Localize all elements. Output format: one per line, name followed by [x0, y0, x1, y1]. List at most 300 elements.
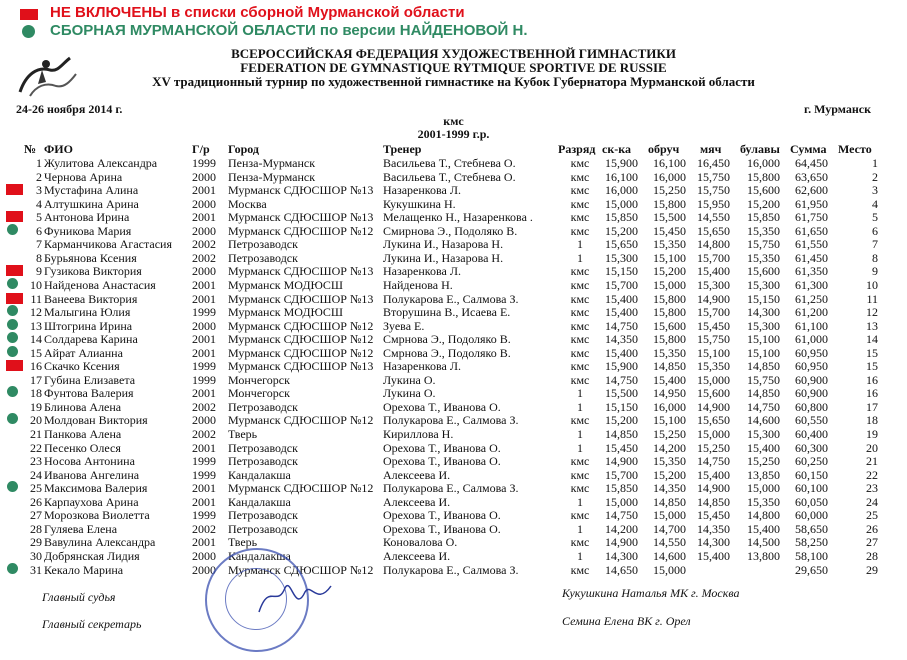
- table-row: [0, 400, 907, 413]
- cell-sum: 61,550: [795, 237, 828, 252]
- cell-coach: Кукушкина Н.: [383, 196, 456, 211]
- cell-s3: 16,450: [697, 156, 730, 170]
- cell-name: Морозкова Виолетта: [44, 508, 150, 523]
- cell-s4: 14,600: [747, 413, 780, 428]
- cell-city: Мурманск СДЮСШОР №12: [228, 332, 374, 347]
- cell-s2: 15,600: [653, 318, 686, 333]
- cell-num: 7: [36, 237, 42, 252]
- cell-place: 13: [866, 318, 878, 333]
- cell-place: 16: [866, 372, 878, 387]
- cell-s2: 15,100: [653, 413, 686, 428]
- cell-name: Жулитова Александра: [44, 156, 158, 170]
- cell-num: 19: [30, 399, 42, 414]
- cell-s2: 15,350: [653, 345, 686, 360]
- cell-coach: Коновалова О.: [383, 535, 458, 550]
- cell-sum: 61,450: [795, 250, 828, 265]
- col-name: ФИО: [44, 142, 73, 156]
- cell-s2: 14,850: [653, 494, 686, 509]
- cell-rank: кмс: [570, 372, 590, 387]
- cell-num: 13: [30, 318, 42, 333]
- cell-s4: 15,600: [747, 264, 780, 279]
- cell-city: Пенза-Мурманск: [228, 156, 316, 170]
- table-row: [0, 563, 907, 576]
- cell-sum: 61,950: [795, 196, 828, 211]
- cell-sum: 58,250: [795, 535, 828, 550]
- cell-place: 28: [866, 548, 878, 563]
- cell-year: 2001: [192, 494, 216, 509]
- cell-s2: 16,000: [653, 399, 686, 414]
- cell-s4: 15,850: [747, 210, 780, 225]
- table-row: [0, 535, 907, 548]
- cell-s4: 15,300: [747, 427, 780, 441]
- cell-s3: 15,400: [697, 264, 730, 279]
- cell-num: 10: [30, 277, 42, 292]
- cell-s2: 15,350: [653, 237, 686, 252]
- table-row: [0, 292, 907, 305]
- cell-year: 1999: [192, 372, 216, 387]
- cell-num: 4: [36, 196, 42, 211]
- cell-sum: 58,100: [795, 548, 828, 563]
- cell-s1: 15,300: [605, 250, 638, 265]
- cell-num: 26: [30, 494, 42, 509]
- cell-city: Кандалакша: [228, 494, 291, 509]
- cell-city: Мончегорск: [228, 386, 290, 401]
- cell-s1: 15,900: [605, 156, 638, 170]
- col-num: №: [24, 142, 37, 156]
- cell-s1: 14,900: [605, 535, 638, 550]
- cell-rank: 1: [577, 399, 583, 414]
- cell-year: 2001: [192, 386, 216, 401]
- cell-year: 2000: [192, 264, 216, 279]
- cell-name: Гуляева Елена: [44, 521, 118, 536]
- cell-name: Вавулина Александра: [44, 535, 156, 550]
- cell-s3: 14,850: [697, 494, 730, 509]
- cell-sum: 60,100: [795, 481, 828, 496]
- cell-place: 24: [866, 494, 878, 509]
- cell-year: 2000: [192, 548, 216, 563]
- col-s1: ск-ка: [602, 142, 631, 156]
- cell-coach: Кириллова Н.: [383, 427, 454, 441]
- green-marker: [7, 224, 18, 235]
- cell-s2: 15,100: [653, 250, 686, 265]
- cell-sum: 60,550: [795, 413, 828, 428]
- cell-s3: 15,300: [697, 277, 730, 292]
- cell-coach: Васильева Т., Стебнева О.: [383, 156, 516, 170]
- green-marker: [7, 481, 18, 492]
- cell-name: Фунтова Валерия: [44, 386, 134, 401]
- cell-coach: Орехова Т., Иванова О.: [383, 440, 501, 455]
- cell-s4: 15,350: [747, 250, 780, 265]
- cell-coach: Мелащенко Н., Назаренкова .: [383, 210, 533, 225]
- table-row: [0, 441, 907, 454]
- cell-s2: 14,700: [653, 521, 686, 536]
- cell-coach: Полукарова Е., Салмова З.: [383, 413, 519, 428]
- cell-s4: 15,000: [747, 481, 780, 496]
- cell-rank: кмс: [570, 481, 590, 496]
- cell-s3: 14,800: [697, 237, 730, 252]
- legend-red-marker: [20, 9, 38, 20]
- cell-year: 1999: [192, 467, 216, 482]
- cell-rank: 1: [577, 250, 583, 265]
- table-row: [0, 332, 907, 345]
- cell-rank: кмс: [570, 345, 590, 360]
- cell-year: 2000: [192, 562, 216, 577]
- cell-sum: 61,300: [795, 277, 828, 292]
- cell-coach: Полукарова Е., Салмова З.: [383, 562, 519, 577]
- cell-s4: 15,800: [747, 169, 780, 184]
- cell-s4: 15,250: [747, 454, 780, 469]
- cell-s1: 14,900: [605, 454, 638, 469]
- col-place: Место: [838, 142, 872, 156]
- cell-city: Мурманск МОДЮСШ: [228, 277, 343, 292]
- cell-s4: 15,100: [747, 345, 780, 360]
- cell-year: 1999: [192, 156, 216, 170]
- cell-sum: 61,100: [795, 318, 828, 333]
- cell-place: 8: [872, 250, 878, 265]
- cell-s2: 15,450: [653, 223, 686, 238]
- cell-s2: 15,200: [653, 264, 686, 279]
- cell-num: 22: [30, 440, 42, 455]
- cell-year: 2002: [192, 427, 216, 441]
- signature-icon: [255, 578, 335, 618]
- cell-num: 1: [36, 156, 42, 170]
- cell-city: Мурманск СДЮСШОР №13: [228, 291, 374, 306]
- cell-s4: 15,200: [747, 196, 780, 211]
- cell-city: Петрозаводск: [228, 521, 298, 536]
- cell-rank: 1: [577, 427, 583, 441]
- cell-rank: кмс: [570, 169, 590, 184]
- cell-name: Скачко Ксения: [44, 359, 120, 374]
- cell-city: Мурманск МОДЮСШ: [228, 305, 343, 320]
- cell-city: Петрозаводск: [228, 508, 298, 523]
- cell-s2: 15,250: [653, 427, 686, 441]
- cell-s3: 15,700: [697, 305, 730, 320]
- cell-s1: 15,400: [605, 291, 638, 306]
- cell-coach: Вторушина В., Исаева Е.: [383, 305, 511, 320]
- cell-rank: кмс: [570, 156, 590, 170]
- table-row: [0, 359, 907, 372]
- cell-coach: Смрнова Э., Подоляко В.: [383, 332, 511, 347]
- cell-rank: кмс: [570, 535, 590, 550]
- cell-rank: кмс: [570, 277, 590, 292]
- cell-year: 2001: [192, 183, 216, 198]
- cell-year: 2001: [192, 440, 216, 455]
- cell-s4: 13,800: [747, 548, 780, 563]
- cell-city: Мурманск СДЮСШОР №12: [228, 481, 374, 496]
- cell-place: 7: [872, 237, 878, 252]
- cell-sum: 63,650: [795, 169, 828, 184]
- cell-name: Гузикова Виктория: [44, 264, 142, 279]
- cell-s2: 15,000: [653, 508, 686, 523]
- cell-s4: 14,850: [747, 386, 780, 401]
- cell-place: 23: [866, 481, 878, 496]
- cell-rank: кмс: [570, 318, 590, 333]
- cell-sum: 60,950: [795, 359, 828, 374]
- cell-s1: 15,400: [605, 305, 638, 320]
- table-row: [0, 549, 907, 562]
- cell-coach: Зуева Е.: [383, 318, 425, 333]
- cell-rank: 1: [577, 521, 583, 536]
- cell-place: 29: [866, 562, 878, 577]
- cell-place: 20: [866, 440, 878, 455]
- cell-sum: 29,650: [795, 562, 828, 577]
- cell-city: Петрозаводск: [228, 250, 298, 265]
- legend-green-marker: [22, 25, 35, 38]
- cell-year: 2001: [192, 332, 216, 347]
- cell-s1: 14,750: [605, 508, 638, 523]
- cell-coach: Орехова Т., Иванова О.: [383, 399, 501, 414]
- cell-rank: 1: [577, 440, 583, 455]
- cell-num: 6: [36, 223, 42, 238]
- cell-name: Айрат Алианна: [44, 345, 123, 360]
- cell-s3: 14,900: [697, 481, 730, 496]
- cell-city: Мурманск СДЮСШОР №12: [228, 318, 374, 333]
- cell-sum: 60,900: [795, 372, 828, 387]
- table-row: [0, 454, 907, 467]
- cell-num: 25: [30, 481, 42, 496]
- cell-s1: 14,650: [605, 562, 638, 577]
- cell-name: Ванеева Виктория: [44, 291, 138, 306]
- green-marker: [7, 386, 18, 397]
- cell-s1: 15,000: [605, 196, 638, 211]
- cell-s4: 15,300: [747, 277, 780, 292]
- cell-city: Петрозаводск: [228, 454, 298, 469]
- cell-s2: 14,350: [653, 481, 686, 496]
- cell-s1: 15,850: [605, 210, 638, 225]
- cell-s3: 15,750: [697, 332, 730, 347]
- cell-year: 2001: [192, 345, 216, 360]
- cell-name: Молдован Виктория: [44, 413, 148, 428]
- cell-name: Найденова Анастасия: [44, 277, 156, 292]
- cell-sum: 61,250: [795, 291, 828, 306]
- cell-city: Мончегорск: [228, 372, 290, 387]
- table-row: [0, 156, 907, 169]
- cell-s1: 15,500: [605, 386, 638, 401]
- cell-s4: 16,000: [747, 156, 780, 170]
- col-coach: Тренер: [383, 142, 422, 156]
- cell-s2: 15,800: [653, 305, 686, 320]
- cell-s3: 15,750: [697, 183, 730, 198]
- cell-year: 2001: [192, 210, 216, 225]
- cell-num: 28: [30, 521, 42, 536]
- table-row: [0, 183, 907, 196]
- cell-s4: 13,850: [747, 467, 780, 482]
- table-row: [0, 495, 907, 508]
- cell-place: 14: [866, 332, 878, 347]
- cell-year: 2000: [192, 413, 216, 428]
- table-row: [0, 319, 907, 332]
- cell-coach: Орехова Т., Иванова О.: [383, 508, 501, 523]
- cell-s2: 16,100: [653, 156, 686, 170]
- col-city: Город: [228, 142, 259, 156]
- cell-name: Мустафина Алина: [44, 183, 139, 198]
- cell-s3: 15,450: [697, 318, 730, 333]
- cell-num: 18: [30, 386, 42, 401]
- col-s2: обруч: [648, 142, 680, 156]
- cell-place: 15: [866, 345, 878, 360]
- cell-place: 17: [866, 399, 878, 414]
- table-row: [0, 305, 907, 318]
- legend-red-text: НЕ ВКЛЮЧЕНЫ в списки сборной Мурманской области: [50, 4, 465, 21]
- cell-s3: 14,900: [697, 291, 730, 306]
- cell-s4: 15,350: [747, 494, 780, 509]
- cell-sum: 61,000: [795, 332, 828, 347]
- cell-s1: 14,350: [605, 332, 638, 347]
- cell-city: Мурманск СДЮСШОР №12: [228, 413, 374, 428]
- cell-place: 4: [872, 196, 878, 211]
- cell-city: Тверь: [228, 535, 258, 550]
- cell-place: 21: [866, 454, 878, 469]
- green-marker: [7, 332, 18, 343]
- cell-num: 23: [30, 454, 42, 469]
- cell-s1: 16,000: [605, 183, 638, 198]
- cell-rank: кмс: [570, 264, 590, 279]
- cell-rank: кмс: [570, 183, 590, 198]
- table-row: [0, 427, 907, 440]
- cell-place: 26: [866, 521, 878, 536]
- cell-city: Мурманск СДЮСШОР №13: [228, 359, 374, 374]
- cell-city: Пенза-Мурманск: [228, 169, 316, 184]
- cell-rank: кмс: [570, 210, 590, 225]
- table-row: [0, 413, 907, 426]
- cell-s4: 15,300: [747, 318, 780, 333]
- cell-name: Карманчикова Агастасия: [44, 237, 172, 252]
- cell-city: Мурманск СДЮСШОР №12: [228, 562, 374, 577]
- cell-rank: 1: [577, 386, 583, 401]
- cell-s4: 15,750: [747, 372, 780, 387]
- cell-num: 20: [30, 413, 42, 428]
- cell-s1: 14,750: [605, 318, 638, 333]
- cell-place: 9: [872, 264, 878, 279]
- cell-rank: кмс: [570, 196, 590, 211]
- cell-coach: Васильева Т., Стебнева О.: [383, 169, 516, 184]
- cell-s4: 15,400: [747, 440, 780, 455]
- cell-s1: 16,100: [605, 169, 638, 184]
- cell-s1: 14,850: [605, 427, 638, 441]
- cell-sum: 61,750: [795, 210, 828, 225]
- green-marker: [7, 563, 18, 574]
- cell-coach: Назаренкова Л.: [383, 264, 461, 279]
- cell-s3: 15,400: [697, 467, 730, 482]
- table-row: [0, 468, 907, 481]
- cell-year: 2000: [192, 196, 216, 211]
- federation-title-ru: ВСЕРОССИЙСКАЯ ФЕДЕРАЦИЯ ХУДОЖЕСТВЕННОЙ ГИМНАСТИКИ: [231, 46, 676, 61]
- table-row: [0, 481, 907, 494]
- cell-year: 2001: [192, 277, 216, 292]
- cell-year: 2000: [192, 223, 216, 238]
- cell-name: Кекало Марина: [44, 562, 124, 577]
- cell-s1: 15,000: [605, 494, 638, 509]
- cell-city: Кандалакша: [228, 467, 291, 482]
- cell-s2: 16,000: [653, 169, 686, 184]
- cell-coach: Полукарова Е., Салмова З.: [383, 291, 519, 306]
- cell-year: 2002: [192, 521, 216, 536]
- cell-s3: 15,400: [697, 548, 730, 563]
- cell-coach: Назаренкова Л.: [383, 183, 461, 198]
- cell-s1: 15,450: [605, 440, 638, 455]
- cell-s3: 14,550: [697, 210, 730, 225]
- cell-year: 2001: [192, 535, 216, 550]
- cell-num: 2: [36, 169, 42, 184]
- table-row: [0, 197, 907, 210]
- cell-place: 12: [866, 305, 878, 320]
- cell-city: Петрозаводск: [228, 440, 298, 455]
- cell-s2: 15,800: [653, 332, 686, 347]
- cell-sum: 60,050: [795, 494, 828, 509]
- cell-name: Добрянская Лидия: [44, 548, 140, 563]
- cell-place: 22: [866, 467, 878, 482]
- cell-coach: Найденова Н.: [383, 277, 453, 292]
- cell-num: 31: [30, 562, 42, 577]
- cell-s2: 15,800: [653, 291, 686, 306]
- cell-s3: 15,700: [697, 250, 730, 265]
- cell-s4: 15,100: [747, 332, 780, 347]
- cell-coach: Алексеева И.: [383, 467, 451, 482]
- cell-s4: 15,400: [747, 521, 780, 536]
- cell-s3: 15,100: [697, 345, 730, 360]
- cell-coach: Лукина О.: [383, 386, 436, 401]
- cell-sum: 60,800: [795, 399, 828, 414]
- cell-name: Малыгина Юлия: [44, 305, 131, 320]
- cell-year: 1999: [192, 454, 216, 469]
- cell-num: 15: [30, 345, 42, 360]
- cell-rank: кмс: [570, 332, 590, 347]
- green-marker: [7, 413, 18, 424]
- col-sum: Сумма: [790, 142, 827, 156]
- cell-rank: 1: [577, 494, 583, 509]
- cell-rank: кмс: [570, 467, 590, 482]
- table-row: [0, 278, 907, 291]
- cell-s1: 15,400: [605, 345, 638, 360]
- cell-s2: 15,350: [653, 454, 686, 469]
- cell-year: 2002: [192, 399, 216, 414]
- cell-sum: 61,650: [795, 223, 828, 238]
- cell-coach: Алексеева И.: [383, 548, 451, 563]
- table-row: [0, 237, 907, 250]
- cell-s1: 14,750: [605, 372, 638, 387]
- cell-s1: 15,150: [605, 399, 638, 414]
- cell-s3: 14,750: [697, 454, 730, 469]
- cell-s1: 15,200: [605, 223, 638, 238]
- cell-num: 17: [30, 372, 42, 387]
- cell-year: 2002: [192, 237, 216, 252]
- cell-s2: 14,850: [653, 359, 686, 374]
- chief-judge-label: Главный судья: [42, 590, 116, 604]
- cell-city: Мурманск СДЮСШОР №13: [228, 183, 374, 198]
- cell-coach: Лукина О.: [383, 372, 436, 387]
- table-row: [0, 386, 907, 399]
- cell-s3: 14,900: [697, 399, 730, 414]
- cell-place: 5: [872, 210, 878, 225]
- cell-s1: 15,700: [605, 467, 638, 482]
- cell-num: 14: [30, 332, 42, 347]
- cell-name: Бурьянова Ксения: [44, 250, 137, 265]
- cell-s1: 15,150: [605, 264, 638, 279]
- cell-rank: кмс: [570, 454, 590, 469]
- cell-s3: 15,650: [697, 413, 730, 428]
- cell-place: 11: [866, 291, 878, 306]
- cell-s2: 14,200: [653, 440, 686, 455]
- table-row: [0, 373, 907, 386]
- category-label: кмс: [443, 114, 464, 128]
- cell-s4: 15,150: [747, 291, 780, 306]
- cell-s1: 15,850: [605, 481, 638, 496]
- cell-name: Солдарева Карина: [44, 332, 138, 347]
- cell-name: Носова Антонина: [44, 454, 135, 469]
- cell-city: Кандалакша: [228, 548, 291, 563]
- cell-rank: кмс: [570, 291, 590, 306]
- cell-s4: 15,600: [747, 183, 780, 198]
